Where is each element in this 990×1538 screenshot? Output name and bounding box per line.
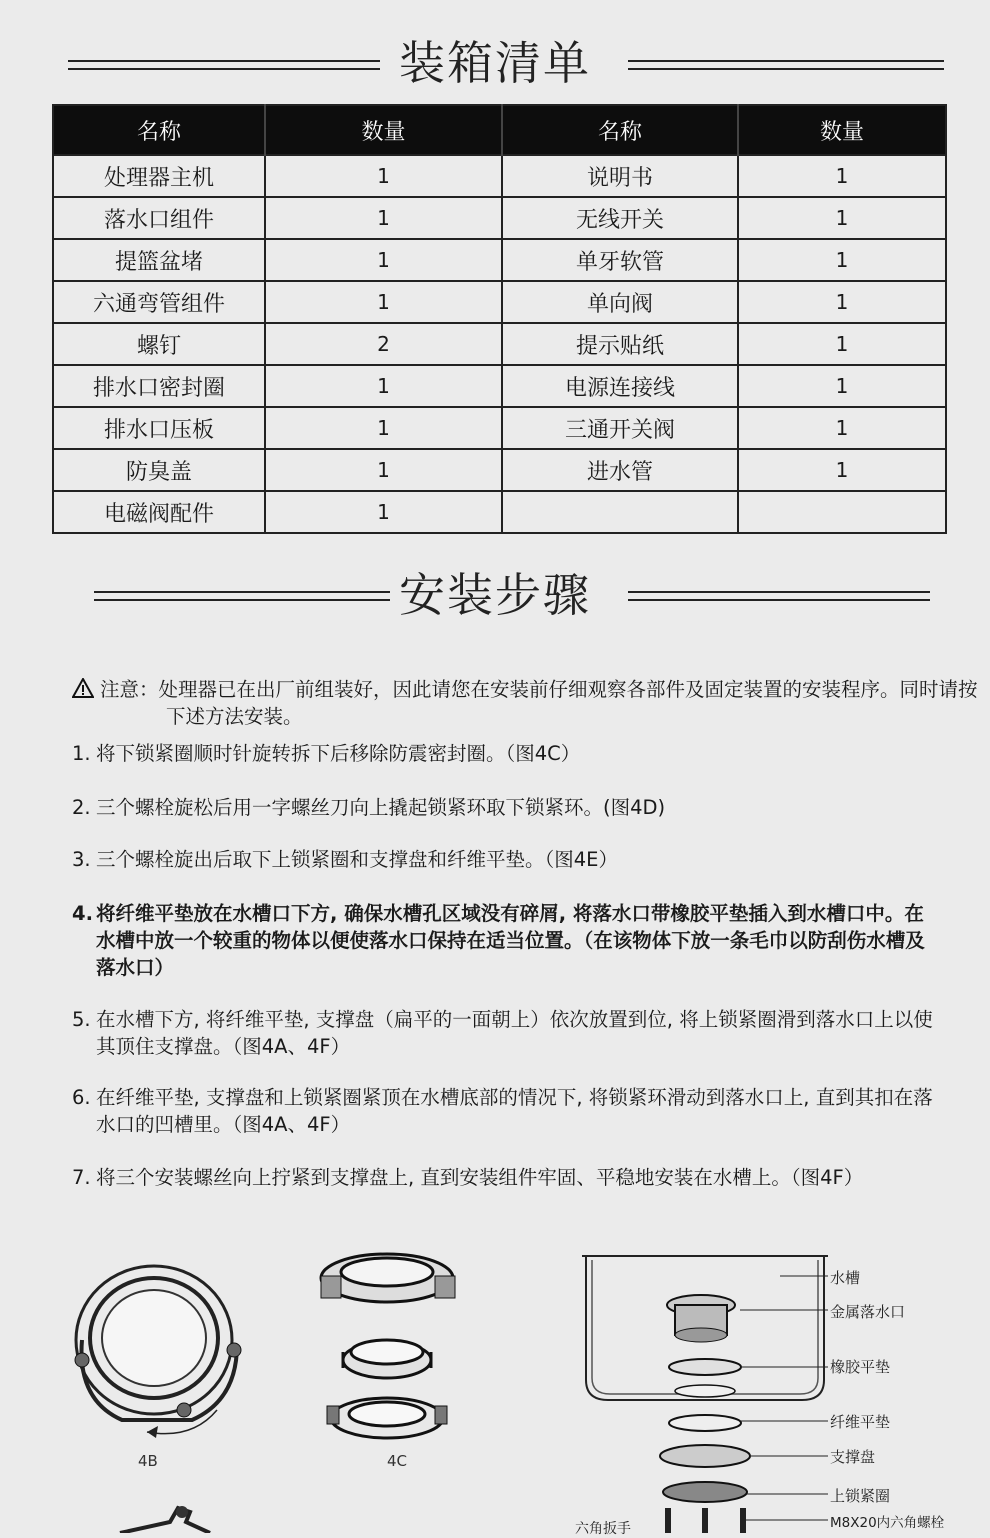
- step-4: 4. 将纤维平垫放在水槽口下方, 确保水槽孔区域没有碎屑, 将落水口带橡胶平垫插入到水槽口中。在水槽中放一个较重的物体以便使落水口保持在适当位置。（在该物体下放一条毛巾以防刮伤水槽及落水口）: [72, 902, 925, 979]
- item-qty-cell: 1: [738, 323, 946, 365]
- item-name-cell: 防臭盖: [53, 449, 265, 491]
- diagram-label-rubber-gasket: 橡胶平垫: [830, 1358, 891, 1376]
- hex-wrench-illustration: [110, 1500, 220, 1533]
- step-6: 6. 在纤维平垫, 支撑盘和上锁紧圈紧顶在水槽底部的情况下, 将锁紧环滑动到落水口上, 直到其扣在落水口的凹槽里。（图4A、4F）: [72, 1086, 933, 1136]
- diagram-label-metal-drain: 金属落水口: [830, 1303, 906, 1321]
- install-section-header: [0, 560, 990, 630]
- item-name-cell: 进水管: [502, 449, 738, 491]
- table-row: [53, 323, 946, 365]
- packing-list-table: [52, 104, 947, 534]
- item-name-cell: 说明书: [502, 155, 738, 197]
- step-2: 2. 三个螺栓旋松后用一字螺丝刀向上撬起锁紧环取下锁紧环。(图4D): [72, 796, 666, 819]
- item-name-cell: 无线开关: [502, 197, 738, 239]
- step-3: 3. 三个螺栓旋出后取下上锁紧圈和支撑盘和纤维平垫。（图4E）: [72, 848, 618, 871]
- item-name-cell: 排水口密封圈: [53, 365, 265, 407]
- header-name-1: 名称: [53, 105, 265, 155]
- item-qty-cell: 1: [265, 281, 502, 323]
- item-name-cell: 单向阀: [502, 281, 738, 323]
- table-row: [53, 491, 946, 533]
- item-qty-cell: 1: [265, 449, 502, 491]
- item-name-cell: 提篮盆堵: [53, 239, 265, 281]
- item-qty-cell: 1: [738, 239, 946, 281]
- table-row: [53, 449, 946, 491]
- item-qty-cell: 1: [738, 365, 946, 407]
- diagram-label-sink: 水槽: [830, 1269, 861, 1287]
- header-qty-2: 数量: [738, 105, 946, 155]
- table-row: [53, 281, 946, 323]
- item-qty-cell: 1: [265, 365, 502, 407]
- item-name-cell: 电源连接线: [502, 365, 738, 407]
- install-note: [72, 676, 978, 728]
- diagram-label-fiber-gasket: 纤维平垫: [830, 1413, 891, 1431]
- table-row: [53, 155, 946, 197]
- item-qty-cell: 1: [738, 281, 946, 323]
- item-name-cell: 处理器主机: [53, 155, 265, 197]
- item-qty-cell: 1: [265, 197, 502, 239]
- item-qty-cell: 1: [738, 197, 946, 239]
- item-name-cell: 三通开关阀: [502, 407, 738, 449]
- table-row: [53, 239, 946, 281]
- item-name-cell: 螺钉: [53, 323, 265, 365]
- item-qty-cell: 2: [265, 323, 502, 365]
- exploded-sink-diagram: [580, 1250, 840, 1533]
- note-text: 注意：处理器已在出厂前组装好，因此请您在安装前仔细观察各部件及固定装置的安装程序。同时请按下述方法安装。: [100, 678, 978, 728]
- item-name-cell: 电磁阀配件: [53, 491, 265, 533]
- item-qty-cell: 1: [738, 155, 946, 197]
- table-row: [53, 365, 946, 407]
- step-7: 7. 将三个安装螺丝向上拧紧到支撑盘上, 直到安装组件牢固、平稳地安装在水槽上。（图4F）: [72, 1166, 864, 1189]
- item-qty-cell: 1: [265, 155, 502, 197]
- item-qty-cell: 1: [738, 407, 946, 449]
- diagram-label-upper-lock-ring: 上锁紧圈: [830, 1487, 891, 1505]
- item-qty-cell: 1: [265, 407, 502, 449]
- packing-title: 装箱清单: [399, 36, 591, 90]
- figure-4b-illustration: [62, 1250, 252, 1450]
- install-title: 安装步骤: [399, 568, 591, 622]
- figure-4c-illustration: [315, 1240, 465, 1445]
- table-row: [53, 407, 946, 449]
- diagram-label-hex-bolt: M8X20内六角螺栓: [830, 1515, 945, 1531]
- table-header-row: [53, 105, 946, 155]
- warning-icon: [72, 678, 94, 698]
- item-qty-cell: [738, 491, 946, 533]
- step-1: 1. 将下锁紧圈顺时针旋转拆下后移除防震密封圈。（图4C）: [72, 742, 581, 765]
- figure-4b-label: 4B: [138, 1452, 158, 1470]
- item-qty-cell: 1: [265, 491, 502, 533]
- item-qty-cell: 1: [265, 239, 502, 281]
- table-row: [53, 197, 946, 239]
- header-qty-1: 数量: [265, 105, 502, 155]
- packing-section-header: [0, 28, 990, 98]
- item-qty-cell: 1: [738, 449, 946, 491]
- item-name-cell: 排水口压板: [53, 407, 265, 449]
- diagram-label-hex-wrench: 六角扳手: [575, 1521, 631, 1537]
- header-name-2: 名称: [502, 105, 738, 155]
- diagram-label-support-plate: 支撑盘: [830, 1448, 876, 1466]
- item-name-cell: 落水口组件: [53, 197, 265, 239]
- item-name-cell: 提示贴纸: [502, 323, 738, 365]
- item-name-cell: 六通弯管组件: [53, 281, 265, 323]
- item-name-cell: [502, 491, 738, 533]
- step-5: 5. 在水槽下方, 将纤维平垫, 支撑盘（扁平的一面朝上）依次放置到位, 将上锁紧圈滑到落水口上以使其顶住支撑盘。（图4A、4F）: [72, 1008, 933, 1058]
- item-name-cell: 单牙软管: [502, 239, 738, 281]
- figure-4c-label: 4C: [387, 1452, 408, 1470]
